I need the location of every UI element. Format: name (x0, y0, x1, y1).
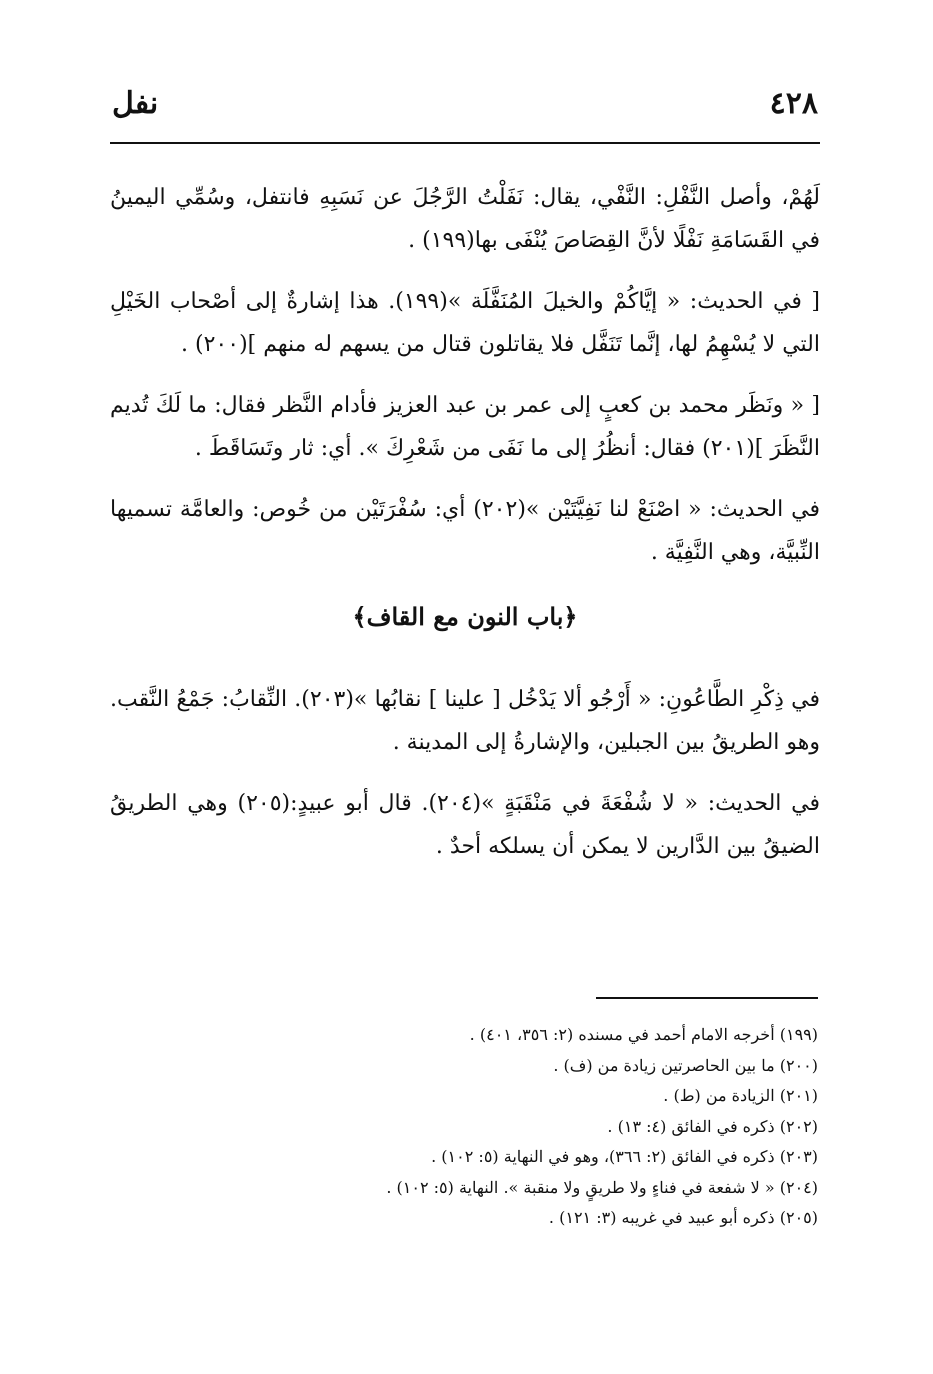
paragraph: [ « ونَظَر محمد بن كعبٍ إلى عمر بن عبد العزيز فأدام النَّظر فقال: ما لَكَ تُديم النَّظَرَ ](٢٠١) فقال: أنظُرُ إلى ما نَفَى من شَعْرِكَ ». أي: ثار وتَسَاقَطَ . (110, 393, 820, 461)
footnote: (٢٠١) الزيادة من (ط) . (663, 1086, 818, 1105)
running-title: نفل (112, 86, 159, 121)
paragraph: في الحديث: « لا شُفْعَةَ في مَنْقَبَةٍ »(٢٠٤). قال أبو عبيدٍ:(٢٠٥) وهي الطريقُ الضيقُ بين الدَّارين لا يمكن أن يسلكه أحدٌ . (110, 791, 820, 859)
footnote: (٢٠٣) ذكره في الفائق (٢: ٣٦٦)، وهو في النهاية (٥: ١٠٢) . (431, 1147, 818, 1166)
paragraph: في ذِكْرِ الطَّاعُونِ: « أَرْجُو ألا يَدْخُل [ علينا ] نقابُها »(٢٠٣). النِّقابُ: جَمْعُ النَّقب. وهو الطريقُ بين الجبلين، والإشارةُ إلى المدينة . (110, 687, 820, 755)
running-head (112, 82, 818, 132)
footnotes (110, 1020, 818, 1234)
footnote: (٢٠٢) ذكره في الفائق (٤: ١٣) . (607, 1116, 818, 1136)
footnote-rule (596, 997, 818, 999)
footnote: (٢٠٥) ذكره أبو عبيد في غريبه (٣: ١٢١) . (548, 1208, 818, 1227)
paragraph: لَهُمْ، وأصل النَّفْلِ: النَّفْي، يقال: نَفَلْتُ الرَّجُلَ عن نَسَبِهِ فانتفل، وسُمِّي اليمينُ في القَسَامَةِ نَفْلًا لأنَّ القِصَاصَ يُنْفَى بها(١٩٩) . (110, 185, 820, 253)
paragraph: في الحديث: « اصْنَعْ لنا نَفِيَّتَيْن »(٢٠٢) أي: سُفْرَتَيْن من خُوص: والعامَّة تسميها النِّبيَّة، وهي النَّفِيَّة . (110, 497, 820, 565)
paragraph: [ في الحديث: « إيَّاكُمْ والخيلَ المُنَفَّلَة »(١٩٩). هذا إشارةٌ إلى أصْحاب الخَيْلِ التي لا يُسْهِمُ لها، إنَّما تَنَفَّل فلا يقاتلون قتال من يسهم له منهم ](٢٠٠) . (110, 289, 821, 357)
header-rule (110, 142, 820, 144)
footnote: (١٩٩) أخرجه الامام أحمد في مسنده (٢: ٣٥٦، ٤٠١) . (469, 1025, 818, 1044)
footnote: (٢٠٠) ما بين الحاصرتين زيادة من (ف) . (553, 1055, 818, 1075)
section-heading: ﴿باب النون مع القاف﴾ (352, 602, 578, 631)
footnote: (٢٠٤) « لا شفعة في فناءٍ ولا طريقٍ ولا منقبة ». النهاية (٥: ١٠٢) . (386, 1177, 818, 1197)
page-number: ٤٢٨ (769, 86, 818, 121)
main-text (110, 176, 820, 886)
